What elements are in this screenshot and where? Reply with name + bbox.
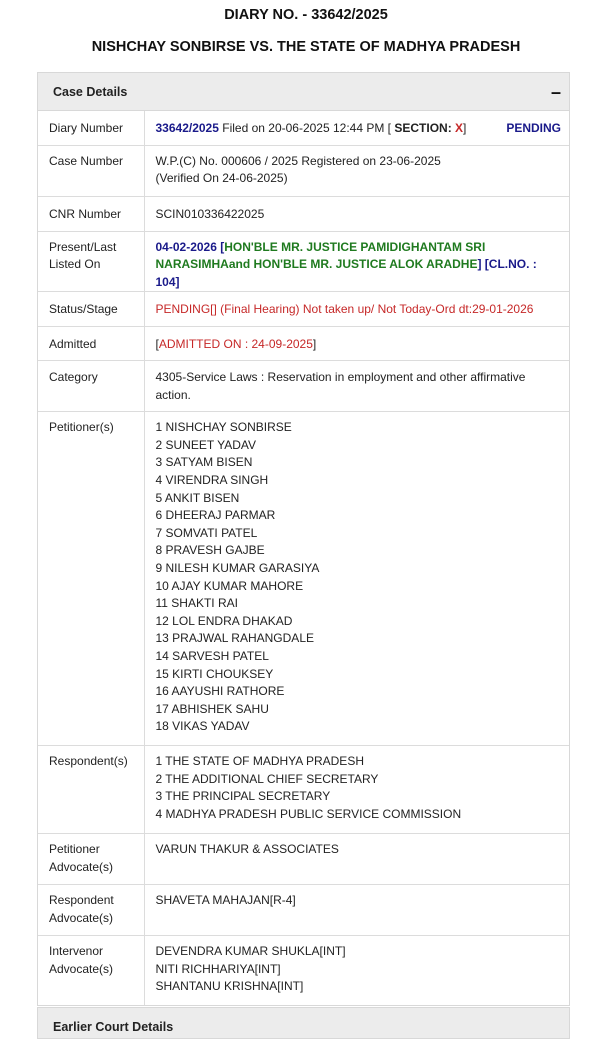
case-title: NISHCHAY SONBIRSE VS. THE STATE OF MADHYA PRADESH <box>91 39 521 55</box>
row-label: CNR Number <box>38 196 144 231</box>
status-badge: PENDING <box>506 121 561 135</box>
row-label: Petitioner(s) <box>38 412 144 746</box>
label-line: Present/Last <box>49 239 117 254</box>
label-line: Advocate(s) <box>49 961 114 976</box>
row-diary-number <box>38 111 569 145</box>
list-item: 15 KIRTI CHOUKSEY <box>155 666 274 681</box>
list-item: 2 SUNEET YADAV <box>155 437 256 452</box>
row-intervenor-advocate <box>38 936 569 1005</box>
list-item: 18 VIKAS YADAV <box>155 719 250 734</box>
case-number-line1: W.P.(C) No. 000606 / 2025 Registered on 23-06-2025 <box>155 153 441 168</box>
list-item: 1 NISHCHAY SONBIRSE <box>155 420 292 435</box>
row-value <box>144 145 569 196</box>
label-line: Advocate(s) <box>49 859 114 874</box>
list-item: 17 ABHISHEK SAHU <box>155 701 269 716</box>
list-item: 4 VIRENDRA SINGH <box>155 473 269 488</box>
row-label: Status/Stage <box>38 292 144 327</box>
row-admitted <box>38 327 569 361</box>
list-item: SHANTANU KRISHNA[INT] <box>155 979 304 994</box>
case-details-header[interactable] <box>38 73 569 111</box>
cause-list-number: [CL.NO. : 104] <box>155 257 537 289</box>
petitioner-advocate-value: VARUN THAKUR & ASSOCIATES <box>144 834 569 885</box>
admitted-value: ADMITTED ON : 24-09-2025 <box>158 337 313 352</box>
collapse-icon[interactable]: – <box>550 81 561 102</box>
list-item: 3 THE PRINCIPAL SECRETARY <box>155 789 331 804</box>
row-label <box>38 885 144 936</box>
list-item: 7 SOMVATI PATEL <box>155 525 258 540</box>
row-label <box>38 834 144 885</box>
row-label: Diary Number <box>38 111 144 145</box>
list-item: 4 MADHYA PRADESH PUBLIC SERVICE COMMISSION <box>155 807 462 822</box>
diary-number-value: 33642/2025 <box>155 121 219 135</box>
list-item: 10 AJAY KUMAR MAHORE <box>155 578 304 593</box>
list-item: 16 AAYUSHI RATHORE <box>155 684 285 699</box>
row-value <box>144 327 569 361</box>
list-item: 5 ANKIT BISEN <box>155 490 240 505</box>
list-item: 14 SARVESH PATEL <box>155 649 269 663</box>
label-line: Respondent <box>49 893 114 908</box>
row-respondent-advocate <box>38 885 569 936</box>
label-line: Petitioner <box>49 842 100 857</box>
row-petitioners <box>38 412 569 746</box>
label-line: Advocate(s) <box>49 910 114 925</box>
list-item: 8 PRAVESH GAJBE <box>155 543 265 558</box>
list-item: 1 THE STATE OF MADHYA PRADESH <box>155 754 364 769</box>
list-item: 9 NILESH KUMAR GARASIYA <box>155 561 320 576</box>
row-label <box>38 231 144 292</box>
bottom-panel-title: Earlier Court Details <box>53 1020 174 1034</box>
list-item: 12 LOL ENDRA DHAKAD <box>155 613 293 628</box>
bracket: ] <box>312 337 317 352</box>
label-line: Listed On <box>49 257 101 272</box>
listed-date: 04-02-2026 <box>155 239 217 254</box>
respondent-advocate-value: SHAVETA MAHAJAN[R-4] <box>144 885 569 936</box>
row-listed-on <box>38 231 569 292</box>
list-item: 3 SATYAM BISEN <box>155 455 253 470</box>
row-label: Respondent(s) <box>38 746 144 834</box>
status-value: PENDING[] (Final Hearing) Not taken up/ Not Today-Ord dt:29-01-2026 <box>144 292 569 327</box>
list-item: DEVENDRA KUMAR SHUKLA[INT] <box>155 944 346 959</box>
row-label <box>38 936 144 1005</box>
intervenor-advocate-list <box>144 936 569 1005</box>
section-value: X <box>455 121 464 135</box>
row-value <box>144 231 569 292</box>
filed-text: Filed on 20-06-2025 12:44 PM [ <box>218 121 395 135</box>
panel-title: Case Details <box>53 84 128 99</box>
list-item: 13 PRAJWAL RAHANGDALE <box>155 631 314 646</box>
row-category <box>38 361 569 412</box>
row-label: Category <box>38 361 144 412</box>
section-label: SECTION: <box>394 121 456 135</box>
case-details-panel <box>37 72 570 1006</box>
cnr-value: SCIN010336422025 <box>144 196 569 231</box>
case-details-table <box>38 111 569 1005</box>
row-value <box>144 111 569 145</box>
row-status-stage <box>38 292 569 327</box>
row-petitioner-advocate <box>38 834 569 885</box>
list-item: 6 DHEERAJ PARMAR <box>155 508 276 523</box>
list-item: 2 THE ADDITIONAL CHIEF SECRETARY <box>155 771 379 786</box>
row-case-number <box>38 145 569 196</box>
respondent-list <box>144 746 569 834</box>
category-line2: action. <box>155 387 191 402</box>
petitioner-list <box>144 412 569 746</box>
row-respondents <box>38 746 569 834</box>
case-number-line2: (Verified On 24-06-2025) <box>155 171 288 186</box>
list-item: NITI RICHHARIYA[INT] <box>155 961 281 976</box>
label-line: Intervenor <box>49 944 104 959</box>
row-label: Admitted <box>38 327 144 361</box>
bracket: ] <box>477 257 482 272</box>
section-close: ] <box>463 121 467 135</box>
category-line1: 4305-Service Laws : Reservation in employment and other affirmative <box>155 370 526 385</box>
row-value <box>144 361 569 412</box>
list-item: 11 SHAKTI RAI <box>155 596 238 611</box>
earlier-court-details-header[interactable] <box>37 1007 570 1039</box>
diary-title: DIARY NO. - 33642/2025 <box>224 7 388 23</box>
row-cnr-number <box>38 196 569 231</box>
row-label: Case Number <box>38 145 144 196</box>
bench-line1: HON'BLE MR. JUSTICE PAMIDIGHANTAM SRI <box>224 239 486 254</box>
bench-line2: NARASIMHAand HON'BLE MR. JUSTICE ALOK ARADHE <box>155 257 478 272</box>
bracket: [ <box>155 337 159 352</box>
bracket: [ <box>216 239 225 254</box>
